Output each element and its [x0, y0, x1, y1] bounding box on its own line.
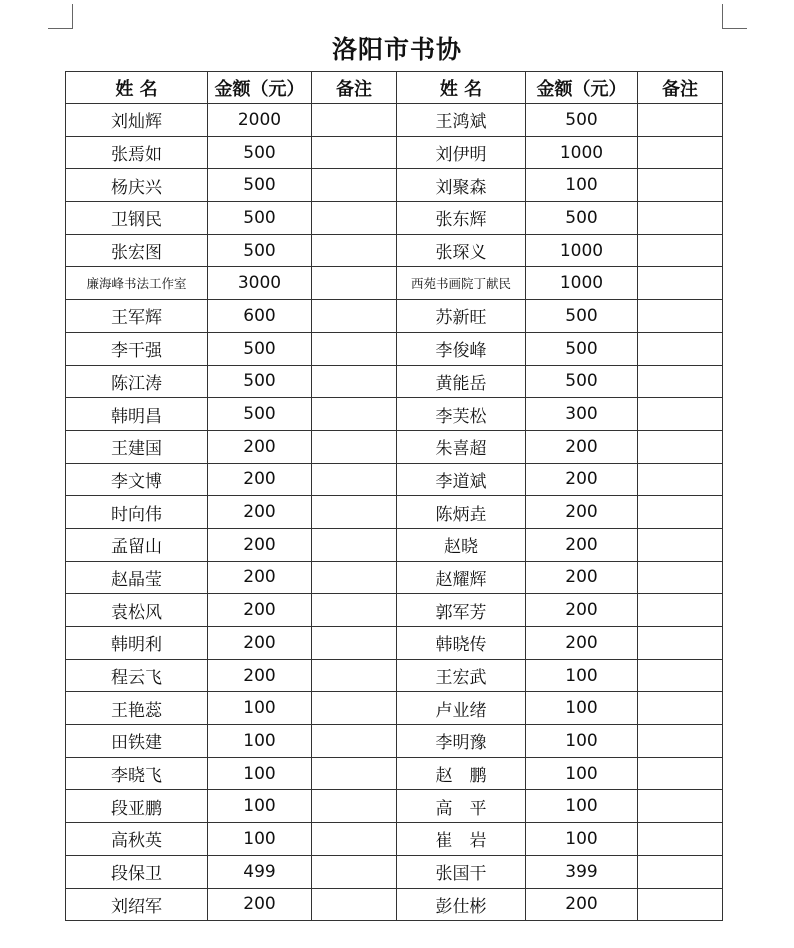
table-row	[66, 365, 723, 398]
right-amount-cell: 1000	[526, 234, 638, 267]
table-row	[66, 725, 723, 758]
left-note-cell	[312, 627, 397, 660]
left-amount-cell: 200	[208, 561, 312, 594]
right-amount-cell: 200	[526, 528, 638, 561]
right-amount-cell: 100	[526, 823, 638, 856]
left-amount-cell: 200	[208, 659, 312, 692]
left-note-cell	[312, 365, 397, 398]
right-name-cell: 韩晓传	[397, 627, 526, 660]
left-name-cell: 韩明利	[66, 627, 208, 660]
left-name-cell: 袁松风	[66, 594, 208, 627]
crop-mark-top-left	[48, 4, 73, 29]
table-row	[66, 790, 723, 823]
left-amount-cell: 100	[208, 823, 312, 856]
left-note-cell	[312, 790, 397, 823]
header-name-right: 姓 名	[397, 72, 526, 104]
right-note-cell	[638, 528, 723, 561]
left-name-cell: 段保卫	[66, 855, 208, 888]
left-note-cell	[312, 234, 397, 267]
left-amount-cell: 200	[208, 888, 312, 921]
left-note-cell	[312, 823, 397, 856]
left-name-cell: 段亚鹏	[66, 790, 208, 823]
right-note-cell	[638, 430, 723, 463]
left-note-cell	[312, 757, 397, 790]
table-row	[66, 888, 723, 921]
left-amount-cell: 500	[208, 202, 312, 235]
crop-mark-top-right	[722, 4, 747, 29]
left-amount-cell: 200	[208, 463, 312, 496]
header-note-left: 备注	[312, 72, 397, 104]
left-note-cell	[312, 725, 397, 758]
right-name-cell: 赵晓	[397, 528, 526, 561]
table-row	[66, 528, 723, 561]
left-note-cell	[312, 463, 397, 496]
right-name-cell: 李俊峰	[397, 332, 526, 365]
left-amount-cell: 500	[208, 332, 312, 365]
right-amount-cell: 1000	[526, 136, 638, 169]
table-row	[66, 659, 723, 692]
left-note-cell	[312, 561, 397, 594]
right-name-cell: 苏新旺	[397, 300, 526, 333]
left-name-cell: 李干强	[66, 332, 208, 365]
table-row	[66, 594, 723, 627]
right-note-cell	[638, 496, 723, 529]
right-note-cell	[638, 790, 723, 823]
header-amount-right: 金额（元）	[526, 72, 638, 104]
right-amount-cell: 500	[526, 300, 638, 333]
left-amount-cell: 100	[208, 757, 312, 790]
left-name-cell: 廉海峰书法工作室	[66, 267, 208, 300]
left-amount-cell: 100	[208, 790, 312, 823]
right-name-cell: 刘伊明	[397, 136, 526, 169]
left-amount-cell: 500	[208, 136, 312, 169]
left-amount-cell: 499	[208, 855, 312, 888]
table-row	[66, 398, 723, 431]
right-name-cell: 朱喜超	[397, 430, 526, 463]
left-amount-cell: 500	[208, 365, 312, 398]
left-name-cell: 李文博	[66, 463, 208, 496]
left-amount-cell: 200	[208, 430, 312, 463]
left-amount-cell: 2000	[208, 104, 312, 137]
left-note-cell	[312, 659, 397, 692]
right-note-cell	[638, 365, 723, 398]
left-amount-cell: 100	[208, 725, 312, 758]
right-note-cell	[638, 463, 723, 496]
left-note-cell	[312, 202, 397, 235]
table-row	[66, 692, 723, 725]
right-note-cell	[638, 594, 723, 627]
left-amount-cell: 200	[208, 627, 312, 660]
right-name-cell: 陈炳垚	[397, 496, 526, 529]
right-name-cell: 刘聚森	[397, 169, 526, 202]
right-amount-cell: 100	[526, 169, 638, 202]
table-row	[66, 757, 723, 790]
right-amount-cell: 200	[526, 561, 638, 594]
right-name-cell: 崔 岩	[397, 823, 526, 856]
right-amount-cell: 100	[526, 692, 638, 725]
table-row	[66, 561, 723, 594]
left-name-cell: 李晓飞	[66, 757, 208, 790]
left-name-cell: 王艳蕊	[66, 692, 208, 725]
left-name-cell: 高秋英	[66, 823, 208, 856]
right-amount-cell: 500	[526, 202, 638, 235]
right-amount-cell: 100	[526, 659, 638, 692]
table-row	[66, 496, 723, 529]
table-row	[66, 855, 723, 888]
left-name-cell: 张焉如	[66, 136, 208, 169]
left-amount-cell: 200	[208, 528, 312, 561]
table-row	[66, 463, 723, 496]
left-note-cell	[312, 855, 397, 888]
right-amount-cell: 100	[526, 757, 638, 790]
right-note-cell	[638, 627, 723, 660]
left-note-cell	[312, 169, 397, 202]
right-note-cell	[638, 692, 723, 725]
table-row	[66, 136, 723, 169]
right-name-cell: 王宏武	[397, 659, 526, 692]
left-name-cell: 陈江涛	[66, 365, 208, 398]
right-note-cell	[638, 757, 723, 790]
right-amount-cell: 100	[526, 790, 638, 823]
right-amount-cell: 200	[526, 430, 638, 463]
left-name-cell: 韩明昌	[66, 398, 208, 431]
table-row	[66, 332, 723, 365]
right-note-cell	[638, 398, 723, 431]
left-name-cell: 程云飞	[66, 659, 208, 692]
left-amount-cell: 100	[208, 692, 312, 725]
header-note-right: 备注	[638, 72, 723, 104]
right-note-cell	[638, 136, 723, 169]
table-row	[66, 169, 723, 202]
left-note-cell	[312, 300, 397, 333]
table-row	[66, 202, 723, 235]
left-note-cell	[312, 430, 397, 463]
left-amount-cell: 3000	[208, 267, 312, 300]
right-note-cell	[638, 725, 723, 758]
right-note-cell	[638, 823, 723, 856]
right-name-cell: 黄能岳	[397, 365, 526, 398]
right-note-cell	[638, 855, 723, 888]
right-amount-cell: 300	[526, 398, 638, 431]
right-note-cell	[638, 332, 723, 365]
table-row	[66, 430, 723, 463]
left-name-cell: 杨庆兴	[66, 169, 208, 202]
table-row	[66, 234, 723, 267]
left-amount-cell: 500	[208, 234, 312, 267]
right-note-cell	[638, 659, 723, 692]
table-row	[66, 627, 723, 660]
right-amount-cell: 200	[526, 888, 638, 921]
right-note-cell	[638, 267, 723, 300]
left-name-cell: 赵晶莹	[66, 561, 208, 594]
left-name-cell: 刘灿辉	[66, 104, 208, 137]
left-name-cell: 张宏图	[66, 234, 208, 267]
left-amount-cell: 500	[208, 398, 312, 431]
left-note-cell	[312, 267, 397, 300]
right-amount-cell: 500	[526, 104, 638, 137]
document-title: 洛阳市书协	[331, 35, 462, 64]
header-name-left: 姓 名	[66, 72, 208, 104]
donation-table	[65, 71, 723, 921]
table-row	[66, 300, 723, 333]
left-note-cell	[312, 594, 397, 627]
left-name-cell: 时向伟	[66, 496, 208, 529]
left-note-cell	[312, 136, 397, 169]
right-name-cell: 王鸿斌	[397, 104, 526, 137]
left-name-cell: 王军辉	[66, 300, 208, 333]
left-note-cell	[312, 104, 397, 137]
left-note-cell	[312, 496, 397, 529]
right-name-cell: 张国干	[397, 855, 526, 888]
right-name-cell: 卢业绪	[397, 692, 526, 725]
right-amount-cell: 200	[526, 463, 638, 496]
right-amount-cell: 200	[526, 627, 638, 660]
left-amount-cell: 200	[208, 594, 312, 627]
right-name-cell: 赵 鹏	[397, 757, 526, 790]
left-name-cell: 田铁建	[66, 725, 208, 758]
right-note-cell	[638, 234, 723, 267]
right-note-cell	[638, 169, 723, 202]
right-amount-cell: 1000	[526, 267, 638, 300]
left-name-cell: 刘绍军	[66, 888, 208, 921]
right-name-cell: 高 平	[397, 790, 526, 823]
right-name-cell: 西苑书画院丁献民	[397, 267, 526, 300]
right-name-cell: 李芙松	[397, 398, 526, 431]
left-amount-cell: 600	[208, 300, 312, 333]
right-amount-cell: 200	[526, 594, 638, 627]
right-name-cell: 彭仕彬	[397, 888, 526, 921]
right-name-cell: 李道斌	[397, 463, 526, 496]
right-amount-cell: 100	[526, 725, 638, 758]
right-note-cell	[638, 104, 723, 137]
right-amount-cell: 500	[526, 332, 638, 365]
right-note-cell	[638, 888, 723, 921]
right-amount-cell: 399	[526, 855, 638, 888]
left-amount-cell: 500	[208, 169, 312, 202]
right-amount-cell: 500	[526, 365, 638, 398]
left-note-cell	[312, 692, 397, 725]
table-body	[66, 104, 723, 921]
right-amount-cell: 200	[526, 496, 638, 529]
left-note-cell	[312, 528, 397, 561]
left-amount-cell: 200	[208, 496, 312, 529]
left-name-cell: 卫钢民	[66, 202, 208, 235]
table-row	[66, 823, 723, 856]
left-note-cell	[312, 888, 397, 921]
right-name-cell: 张东辉	[397, 202, 526, 235]
table-row	[66, 104, 723, 137]
right-name-cell: 李明豫	[397, 725, 526, 758]
right-note-cell	[638, 300, 723, 333]
right-name-cell: 赵耀辉	[397, 561, 526, 594]
table-header-row	[66, 72, 723, 104]
table-row	[66, 267, 723, 300]
left-name-cell: 孟留山	[66, 528, 208, 561]
right-note-cell	[638, 561, 723, 594]
header-amount-left: 金额（元）	[208, 72, 312, 104]
right-name-cell: 郭军芳	[397, 594, 526, 627]
right-name-cell: 张琛义	[397, 234, 526, 267]
right-note-cell	[638, 202, 723, 235]
left-note-cell	[312, 332, 397, 365]
left-note-cell	[312, 398, 397, 431]
left-name-cell: 王建国	[66, 430, 208, 463]
